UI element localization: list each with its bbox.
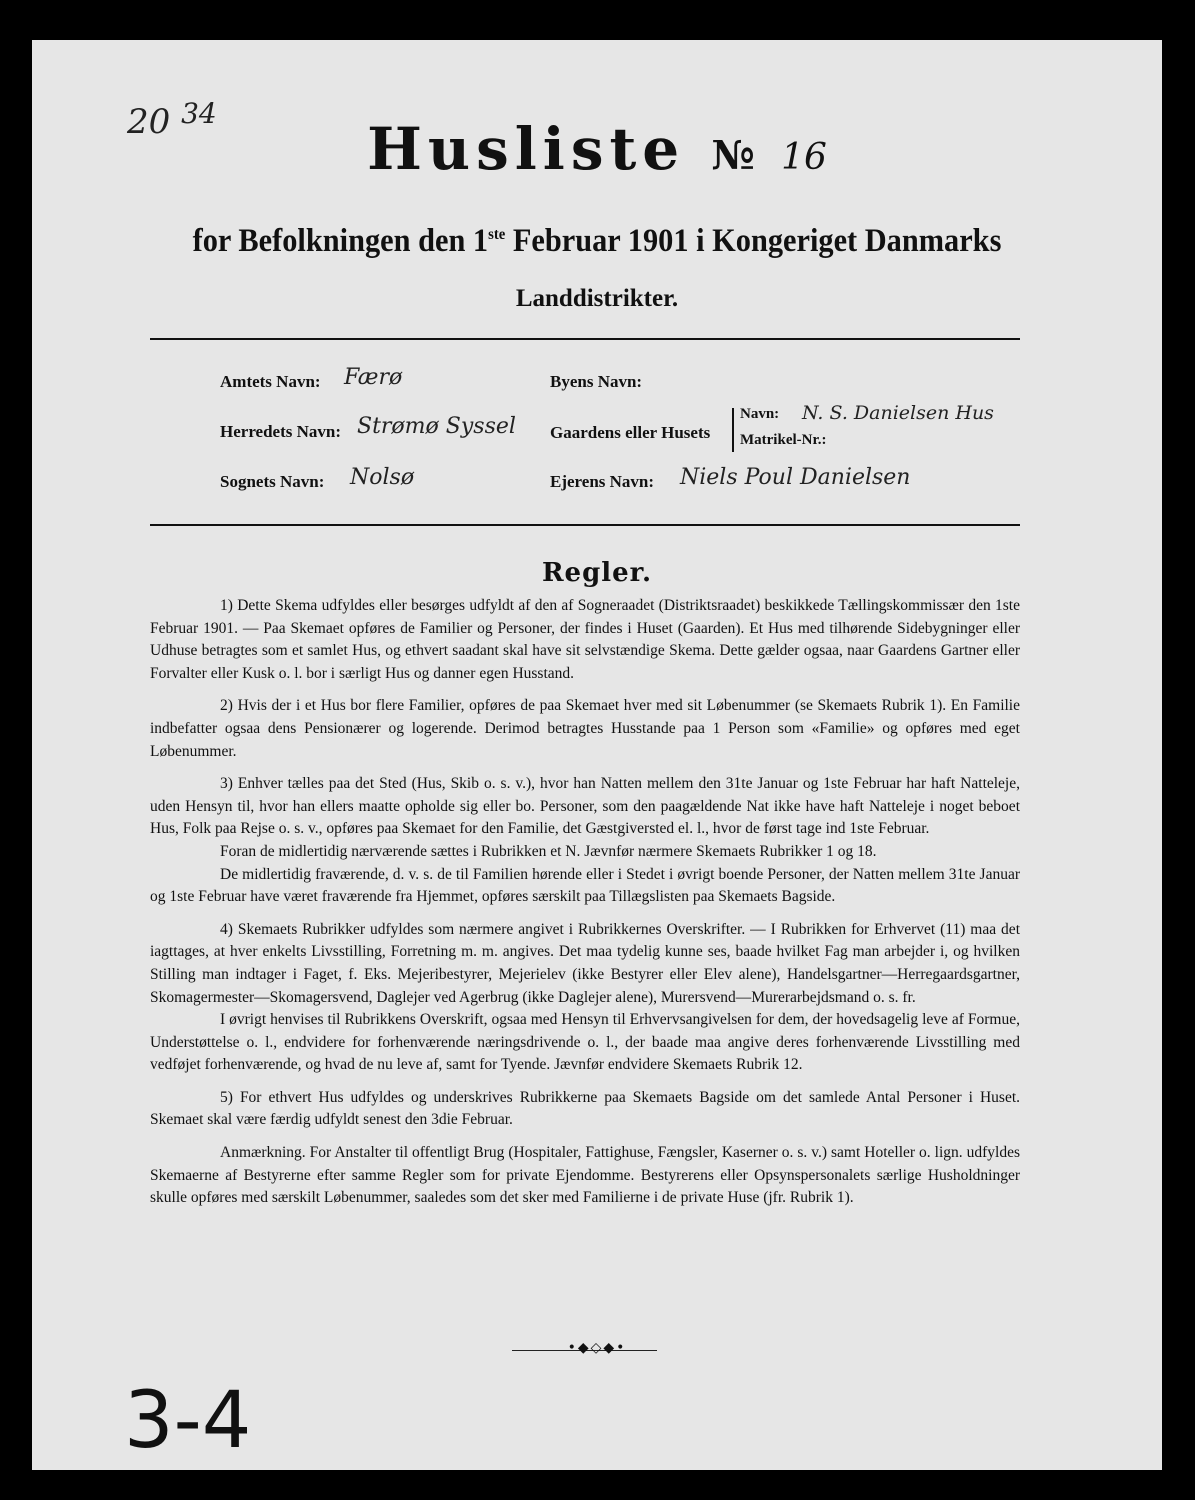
subtitle-pre: for Befolkningen den 1 [192,223,489,259]
subtitle-post: Februar 1901 i Kongeriget Danmarks [505,223,1002,259]
herred-label: Herredets Navn: [220,422,342,441]
ornament: •◆◇◆• [567,1340,627,1356]
title-text: Husliste [367,115,686,183]
top-divider [150,338,1020,340]
matrikel-label: Matrikel-Nr.: [740,432,827,448]
rule-3: 3) Enhver tælles paa det Sted (Hus, Skib o. s. v.), hvor han Natten mellem den 31te Januar og 1ste Februar har haft Natteleje, uden Hensyn til, hvor han ellers maatte opholde sig eller bo. Personer, som den paagældende Nat ikke have haft Natteleje i noget beboet Hus, Folk paa Rejse o. s. v., opføres paa Skemaet for den Familie, det Gæstgiversted el. l., hvor de først tage ind 1ste Februar. [150,775,1020,838]
ejer-label: Ejerens Navn: [550,472,655,491]
rule-2: 2) Hvis der i et Hus bor flere Familier, opføres de paa Skemaet hver med sit Løbenummer (se Skemaets Rubrik 1). En Familie indbefatter ogsaa dens Pensionærer og logerende. Derimod betragtes Husstande paa 1 Person som «Familie» og opføres med eget Løbenummer. [150,697,1020,760]
rule-4-extra: I øvrigt henvises til Rubrikkens Overskrift, ogsaa med Hensyn til Erhvervsangivelsen for dem, der hovedsagelig leve af Formue, Understøttelse o. l., endvidere for forhenværende næringsdrivende o. l., der baade maa angive deres forhenværende Livsstilling med vedføjet forhenværende, og hvad de nu leve af, samt for Tyende. Jævnfør endvidere Skemaets Rubrik 12. [150,1011,1020,1074]
rules-text [150,595,1020,1220]
sogn-label: Sognets Navn: [220,472,325,491]
archive-number-second: 34 [181,97,217,130]
subtitle-sup: ste [488,226,506,243]
navn-value: N. S. Danielsen Hus [802,402,994,424]
document-page [32,40,1162,1470]
rules-heading: Regler. [541,558,653,588]
rule-5: 5) For ethvert Hus udfyldes og underskrives Rubrikkerne paa Skemaets Bagside om det samlede Antal Personer i Huset. Skemaet skal være færdig udfyldt senest den 3die Februar. [150,1088,1020,1129]
list-number: 16 [781,137,827,178]
annotation: Anmærkning. For Anstalter til offentligt Brug (Hospitaler, Fattighuse, Fængsler, Kaserner o. s. v.) samt Hoteller o. lign. udfyldes Skemaerne af Bestyrerne efter samme Regler som for private Ejendomme. Bestyrerens eller Opsynspersonalets særlige Husholdninger skulle opføres med særskilt Løbenummer, saaledes som det sker med Familierne i de private Huse (jfr. Rubrik 1). [150,1144,1020,1207]
ejer-value: Niels Poul Danielsen [680,465,911,490]
document-subtitle [77,223,1117,260]
navn-label: Navn: [740,406,780,422]
rule-4: 4) Skemaets Rubrikker udfyldes som nærmere angivet i Rubrikkernes Overskrifter. — I Rubrikken for Erhvervet (11) maa det iagttages, at hver enkelts Livsstilling, Forretning m. m. angives. Det maa tydelig kunne ses, baade hvilket Fag man arbejder i, og hvilken Stilling man indtager i Faget, f. Eks. Mejeribestyrer, Mejerielev (ikke Bestyrer eller Elev alene), Handelsgartner—Herregaardsgartner, Skomagermester—Skomagersvend, Daglejer ved Agerbrug (ikke Daglejer alene), Murersvend—Murerarbejdsmand o. s. fr. [150,920,1020,1006]
rule-1: 1) Dette Skema udfyldes eller besørges udfyldt af den af Sogneraadet (Distriktsraadet) beskikkede Tællingskommissær den 1ste Februar 1901. — Paa Skemaet opføres de Familier og Personer, der findes i Huset (Gaarden). Et Hus med tilhørende Sidebygninger eller Udhuse betragtes som et samlet Hus, og ethvert saadant skal have sit selvstændige Skema. Dette gælder ogsaa, naar Gaardens Gartner eller Forvalter eller Kusk o. l. bor i særligt Hus og danner egen Husstand. [150,597,1020,682]
herred-value: Strømø Syssel [357,414,516,439]
amt-label: Amtets Navn: [220,372,321,391]
number-label: № [711,132,755,179]
archive-number-first: 20 [127,102,171,142]
document-subtitle-2: Landdistrikter. [515,285,679,312]
middle-divider [150,524,1020,526]
sogn-value: Nolsø [350,465,415,490]
rule-3-n: Foran de midlertidig nærværende sættes i Rubrikken et N. Jævnfør nærmere Skemaets Rubrikker 1 og 18. [220,842,877,860]
by-label: Byens Navn: [550,372,643,391]
gaard-label: Gaardens eller Husets [550,423,711,442]
amt-value: Færø [344,365,403,390]
brace-line [732,408,734,452]
bottom-number: 3-4 [124,1376,252,1466]
document-title [32,115,1162,183]
rule-3-absent: De midlertidig fraværende, d. v. s. de til Familien hørende eller i Stedet i øvrigt boende Personer, der Natten mellem 31te Januar og 1ste Februar have været fraværende fra Hjemmet, opføres særskilt paa Tillægslisten paa Skemaets Bagside. [150,865,1020,906]
